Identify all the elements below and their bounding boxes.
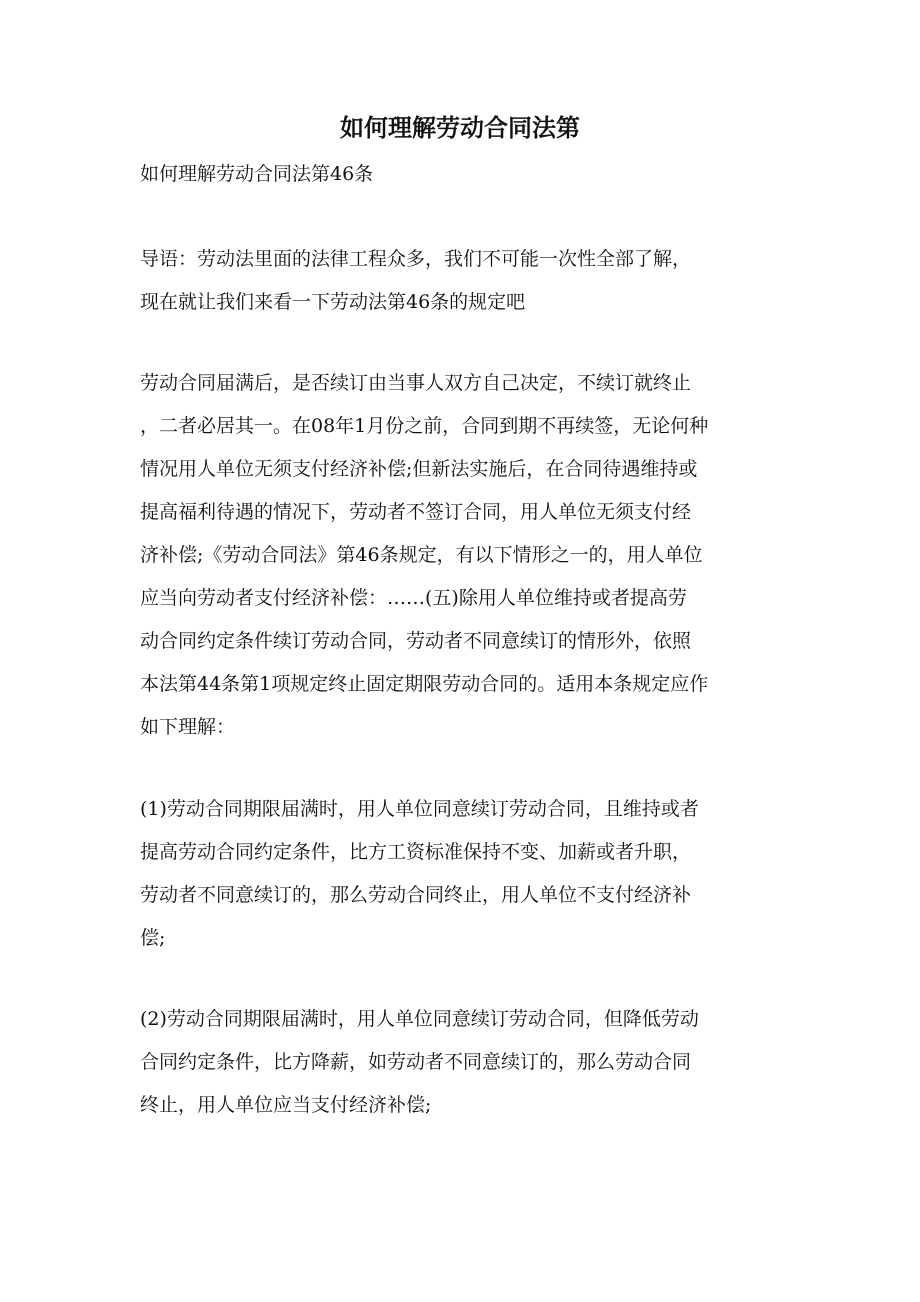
intro-paragraph <box>140 238 800 324</box>
paragraph-line: ，二者必居其一。在08年1月份之前，合同到期不再续签，无论何种 <box>140 415 709 437</box>
paragraph-line: 本法第44条第1项规定终止固定期限劳动合同的。适用本条规定应作 <box>140 673 709 695</box>
main-paragraph <box>140 362 800 749</box>
paragraph-line: 偿; <box>140 927 166 949</box>
paragraph-line: 如下理解： <box>140 716 236 738</box>
paragraph-line: 提高劳动合同约定条件，比方工资标准保持不变、加薪或者升职， <box>140 841 692 863</box>
paragraph-line: 现在就让我们来看一下劳动法第46条的规定吧 <box>140 291 526 313</box>
paragraph-line: 动合同约定条件续订劳动合同，劳动者不同意续订的情形外，依照 <box>140 630 692 652</box>
paragraph-line: 提高福利待遇的情况下，劳动者不签订合同，用人单位无须支付经 <box>140 501 692 523</box>
paragraph-line: 导语：劳动法里面的法律工程众多，我们不可能一次性全部了解， <box>140 248 692 270</box>
paragraph-line: 终止，用人单位应当支付经济补偿; <box>140 1094 432 1116</box>
paragraph-line: (1)劳动合同期限届满时，用人单位同意续订劳动合同，且维持或者 <box>140 798 699 820</box>
document-title: 如何理解劳动合同法第 <box>340 113 580 142</box>
list-item-2 <box>140 998 800 1127</box>
paragraph-line: 劳动合同届满后，是否续订由当事人双方自己决定，不续订就终止 <box>140 372 692 394</box>
list-item-1 <box>140 788 800 960</box>
paragraph-line: 劳动者不同意续订的，那么劳动合同终止，用人单位不支付经济补 <box>140 884 692 906</box>
paragraph-line: 合同约定条件，比方降薪，如劳动者不同意续订的，那么劳动合同 <box>140 1051 692 1073</box>
document-subtitle: 如何理解劳动合同法第46条 <box>140 163 374 185</box>
paragraph-line: 应当向劳动者支付经济补偿：……(五)除用人单位维持或者提高劳 <box>140 587 687 609</box>
paragraph-line: 济补偿;《劳动合同法》第46条规定，有以下情形之一的，用人单位 <box>140 544 703 566</box>
paragraph-line: (2)劳动合同期限届满时，用人单位同意续订劳动合同，但降低劳动 <box>140 1008 699 1030</box>
paragraph-line: 情况用人单位无须支付经济补偿;但新法实施后，在合同待遇维持或 <box>140 458 698 480</box>
